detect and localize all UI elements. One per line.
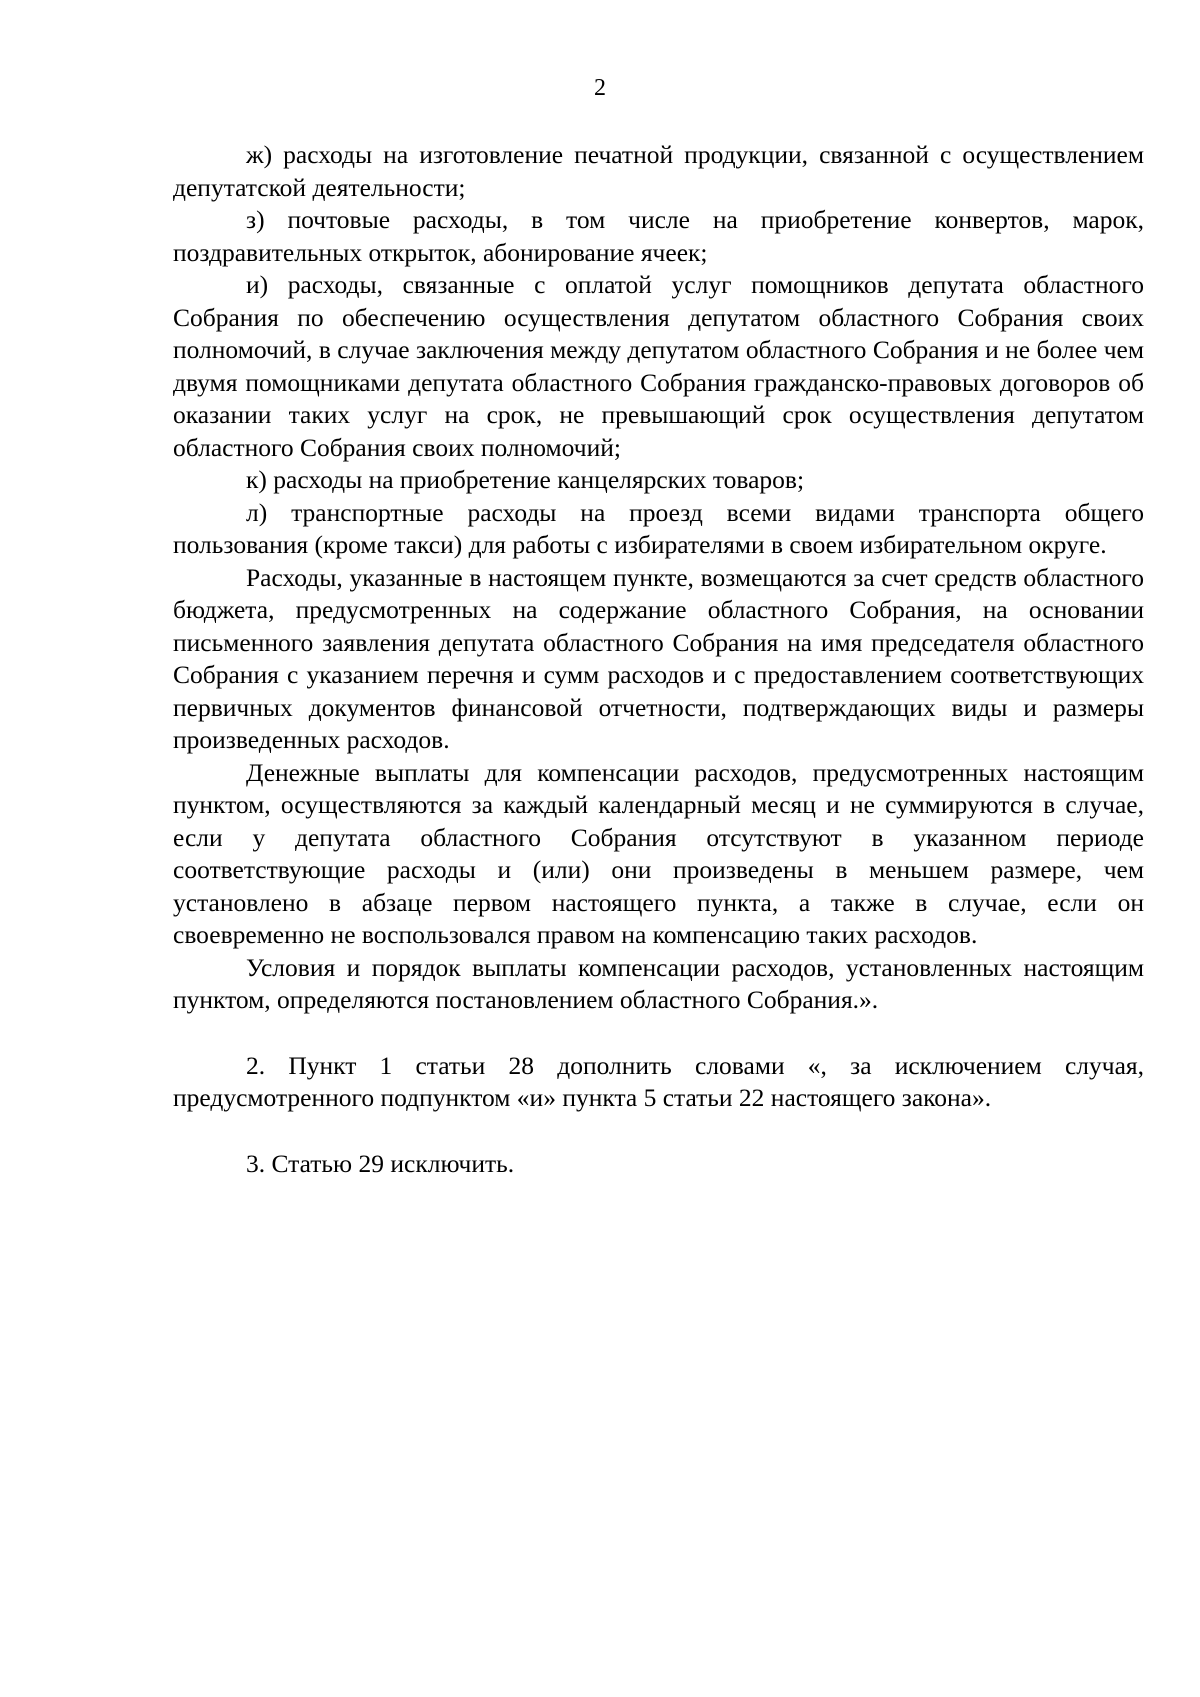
paragraph-i-assistant-expenses: и) расходы, связанные с оплатой услуг помощников депутата областного Собрания по обеспечению осуществления депутатом областного Собрания своих полномочий, в случае заключения между депутатом областного Собрания и не более чем двумя помощниками депутата областного Собрания гражданско-правовых договоров об оказании таких услуг на срок, не превышающий срок осуществления депутатом областного Собрания своих полномочий; [173,270,1144,462]
paragraph-item-3: 3. Статью 29 исключить. [246,1148,515,1178]
paragraph-zh-printing-expenses: ж) расходы на изготовление печатной продукции, связанной с осуществлением депутатской деятельности; [173,140,1144,202]
paragraph-reimbursement-basis: Расходы, указанные в настоящем пункте, возмещаются за счет средств областного бюджета, предусмотренных на содержание областного Собрания, на основании письменного заявления депутата областного Собрания на имя председателя областного Собрания с указанием перечня и сумм расходов и с предоставлением соответствующих первичных документов финансовой отчетности, подтверждающих виды и размеры произведенных расходов. [173,562,1144,754]
paragraph-k-stationery-expenses: к) расходы на приобретение канцелярских товаров; [246,465,805,494]
paragraph-z-postal-expenses: з) почтовые расходы, в том числе на приобретение конвертов, марок, поздравительных открыток, абонирование ячеек; [173,205,1144,267]
paragraph-item-2: 2. Пункт 1 статьи 28 дополнить словами «, за исключением случая, предусмотренного подпунктом «и» пункта 5 статьи 22 настоящего закона». [173,1050,1144,1112]
paragraph-l-transport-expenses: л) транспортные расходы на проезд всеми видами транспорта общего пользования (кроме такси) для работы с избирателями в своем избирательном округе. [173,497,1144,559]
document-body [173,139,1144,1180]
page-number: 2 [594,75,606,101]
paragraph-payment-conditions: Условия и порядок выплаты компенсации расходов, установленных настоящим пунктом, определяются постановлением областного Собрания.». [173,952,1144,1014]
paragraph-monthly-payments: Денежные выплаты для компенсации расходов, предусмотренных настоящим пунктом, осуществляются за каждый календарный месяц и не суммируются в случае, если у депутата областного Собрания отсутствуют в указанном периоде соответствующие расходы и (или) они произведены в меньшем размере, чем установлено в абзаце первом настоящего пункта, а также в случае, если он своевременно не воспользовался правом на компенсацию таких расходов. [173,757,1144,949]
